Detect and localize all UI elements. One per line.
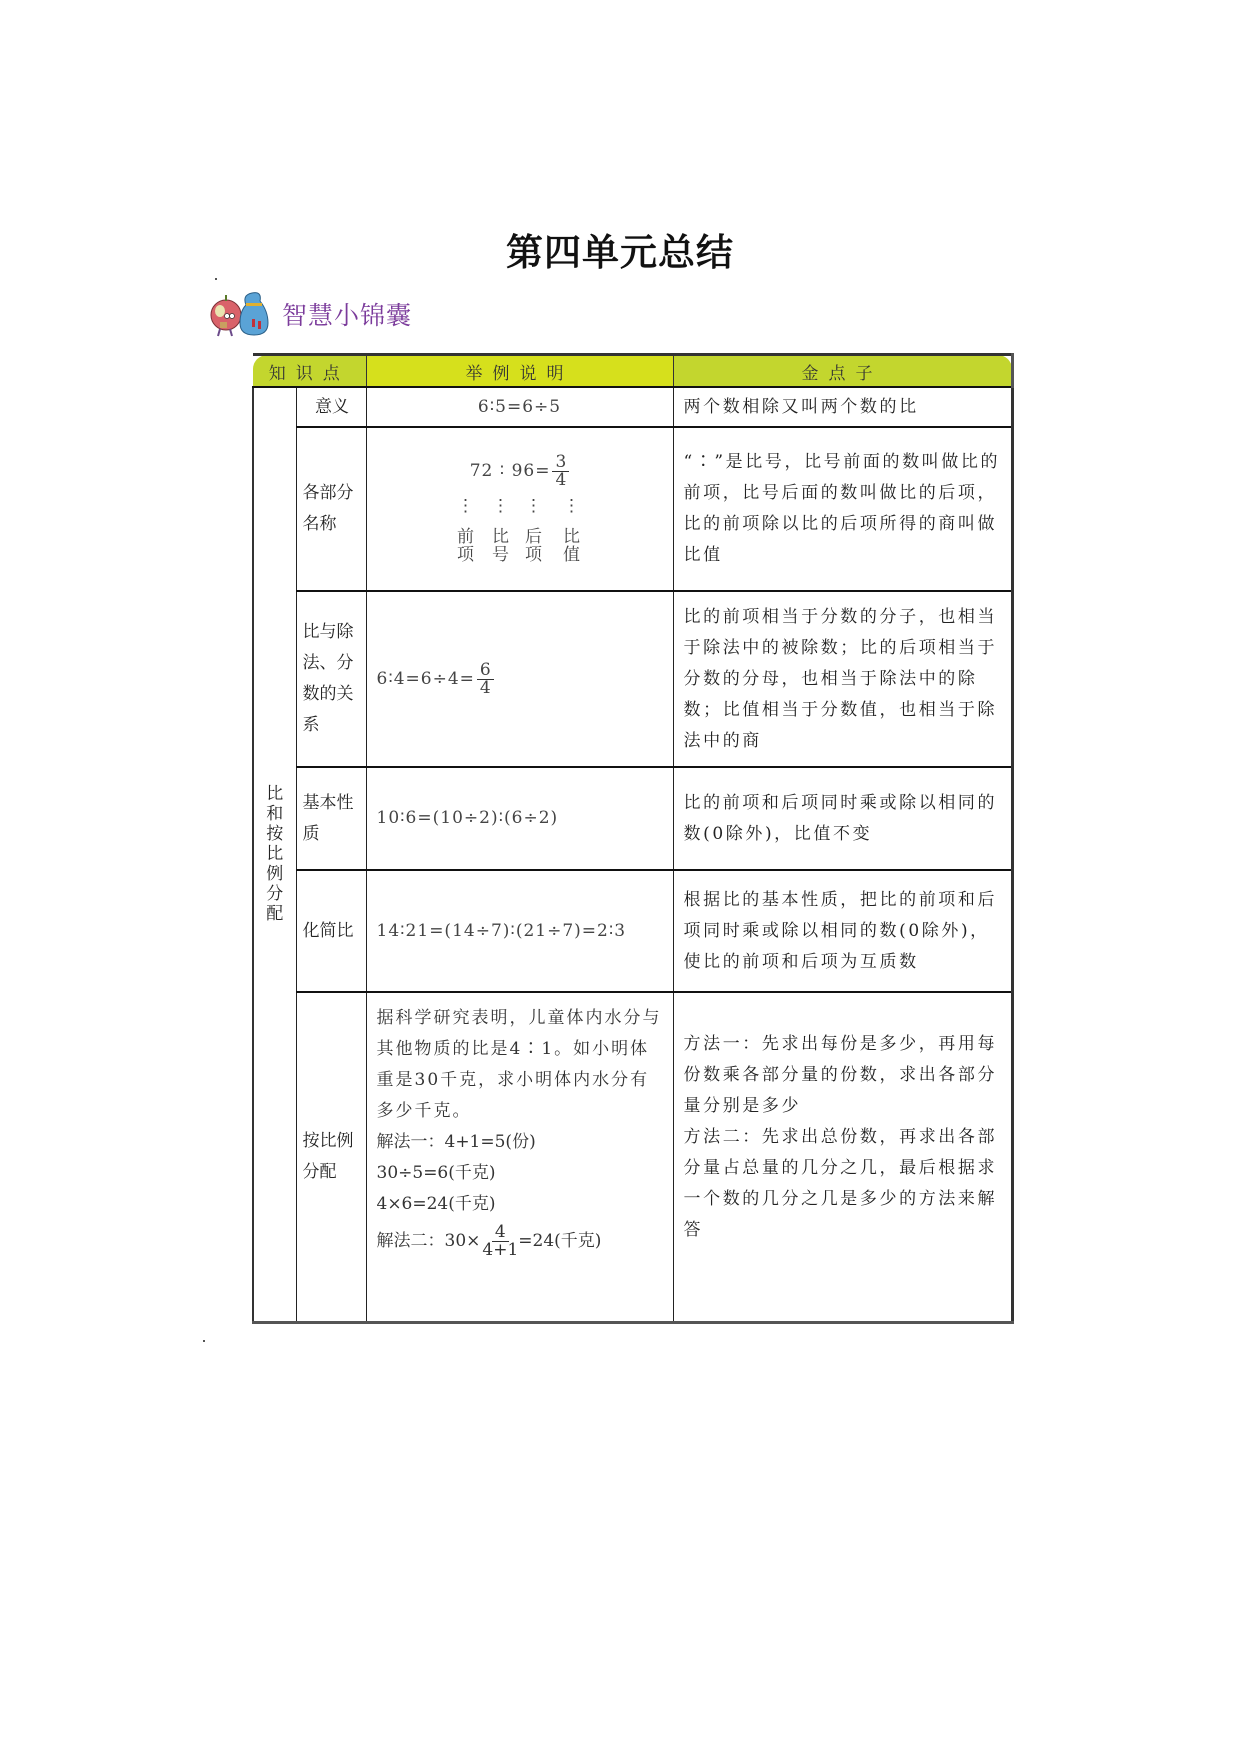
fraction: $\frac{4}{4+1}$ xyxy=(482,1222,519,1260)
fraction: $\frac{3}{4}$ xyxy=(552,454,569,489)
group-label: 比和按比例分配 xyxy=(266,784,284,925)
fraction: $\frac{6}{4}$ xyxy=(477,662,494,697)
table-row xyxy=(253,870,1012,992)
table-row xyxy=(253,427,1012,591)
topic-cell: 意义 xyxy=(296,387,366,427)
example-cell xyxy=(366,591,673,767)
table-row xyxy=(253,767,1012,870)
example-cell: 10∶6=(10÷2)∶(6÷2) xyxy=(366,767,673,870)
table-header-row xyxy=(253,355,1012,388)
tip-cell: 两个数相除又叫两个数的比 xyxy=(673,387,1012,427)
summary-table xyxy=(252,353,1011,1318)
example-expression: 72 ∶ 96= xyxy=(469,461,551,481)
example-cell: 14∶21=(14÷7)∶(21÷7)=2∶3 xyxy=(366,870,673,992)
tip-cell xyxy=(673,992,1012,1322)
section-label: 智慧小锦囊 xyxy=(282,301,413,330)
part-dots: ⋮ ⋮ ⋮ ⋮ xyxy=(457,496,580,516)
example-expression: 6∶4=6÷4= xyxy=(376,668,475,689)
mascot-apple-and-bag-icon xyxy=(208,291,272,337)
topic-cell: 比与除法、分数的关系 xyxy=(296,591,366,767)
method1-line1: 解法一：4+1=5(份) xyxy=(376,1132,536,1152)
table-row xyxy=(253,387,1012,427)
topic-cell: 各部分名称 xyxy=(296,427,366,591)
topic-cell: 按比例分配 xyxy=(296,992,366,1322)
tip-cell: “∶”是比号，比号前面的数叫做比的前项，比号后面的数叫做比的后项，比的前项除以比的后项所得的商叫做比值 xyxy=(673,427,1012,591)
header-tips: 金点子 xyxy=(673,355,1012,388)
table-row xyxy=(253,591,1012,767)
tip-cell: 根据比的基本性质，把比的前项和后项同时乘或除以相同的数(0除外)，使比的前项和后项为互质数 xyxy=(673,870,1012,992)
example-cell xyxy=(366,427,673,591)
tip-cell: 比的前项和后项同时乘或除以相同的数(0除外)，比值不变 xyxy=(673,767,1012,870)
page-title: 第四单元总结 xyxy=(506,231,734,274)
section-header xyxy=(208,290,412,338)
method2-line: 解法二：30× $\frac{4}{4+1}$ =24(千克) xyxy=(376,1222,602,1260)
part-labels: 前 比 后 比 项 号 项 值 xyxy=(457,527,580,565)
example-cell: 6∶5=6÷5 xyxy=(366,387,673,427)
scan-speck xyxy=(203,1340,205,1342)
topic-cell: 基本性质 xyxy=(296,767,366,870)
header-examples: 举例说明 xyxy=(366,355,673,388)
tip-method2: 方法二：先求出总份数，再求出各部分量占总量的几分之几，最后根据求一个数的几分之几是多少的方法来解答 xyxy=(683,1127,998,1240)
method1-line2: 30÷5=6(千克) xyxy=(376,1163,496,1183)
tip-cell: 比的前项相当于分数的分子，也相当于除法中的被除数；比的后项相当于分数的分母，也相当于除法中的除数；比值相当于分数值，也相当于除法中的商 xyxy=(673,591,1012,767)
scan-speck xyxy=(215,278,217,280)
problem-text: 据科学研究表明，儿童体内水分与其他物质的比是4∶1。如小明体重是30千克，求小明体内水分有多少千克。 xyxy=(376,1008,662,1121)
topic-cell: 化简比 xyxy=(296,870,366,992)
group-cell xyxy=(253,387,296,1322)
method1-line3: 4×6=24(千克) xyxy=(376,1194,496,1214)
header-knowledge-point: 知识点 xyxy=(253,355,366,388)
table-row xyxy=(253,992,1012,1322)
example-cell xyxy=(366,992,673,1322)
tip-method1: 方法一：先求出每份是多少，再用每份数乘各部分量的份数，求出各部分量分别是多少 xyxy=(683,1034,998,1116)
